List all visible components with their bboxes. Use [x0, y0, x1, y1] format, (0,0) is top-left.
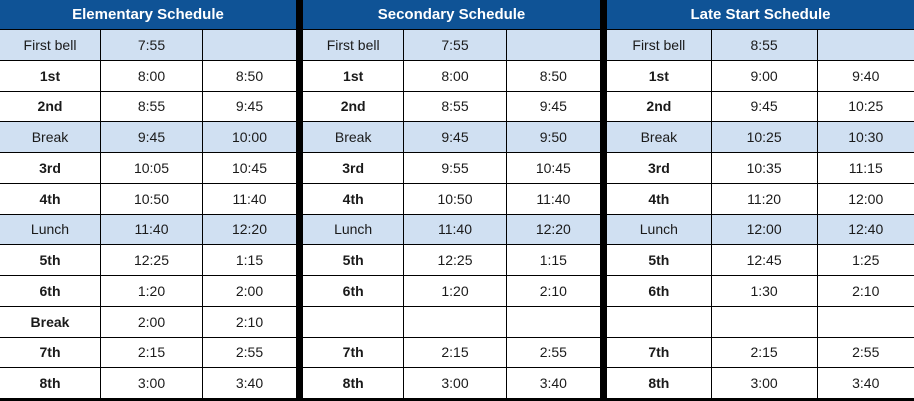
end-time-cell — [506, 30, 600, 60]
start-time-cell: 8:55 — [100, 92, 202, 122]
table-row — [303, 92, 600, 123]
start-time-cell: 2:15 — [100, 338, 202, 368]
table-row — [607, 92, 914, 123]
period-label-cell: 2nd — [340, 98, 366, 115]
end-time-cell — [817, 30, 914, 60]
end-time-cell: 9:45 — [202, 92, 296, 122]
period-label-cell: Lunch — [30, 221, 70, 238]
period-label-cell: Lunch — [639, 221, 678, 238]
table-row — [607, 122, 914, 153]
table-row — [303, 153, 600, 184]
table-row — [303, 307, 600, 338]
end-time-cell: 3:40 — [202, 368, 296, 398]
period-label-cell: Break — [640, 129, 678, 146]
start-time-cell: 12:45 — [711, 245, 817, 275]
table-row — [0, 307, 296, 338]
table-row — [303, 61, 600, 92]
start-time-cell: 11:20 — [711, 184, 817, 214]
period-label-cell: 8th — [342, 375, 364, 392]
period-label-cell: 2nd — [37, 98, 63, 115]
end-time-cell: 8:50 — [506, 61, 600, 91]
start-time-cell: 1:20 — [100, 276, 202, 306]
schedule-title-elementary: Elementary Schedule — [0, 0, 296, 30]
table-row — [303, 122, 600, 153]
end-time-cell: 12:00 — [817, 184, 914, 214]
end-time-cell: 2:10 — [817, 276, 914, 306]
end-time-cell — [202, 30, 296, 60]
schedule-rows-late-start — [607, 30, 914, 398]
start-time-cell: 10:05 — [100, 153, 202, 183]
period-label-cell: 6th — [39, 282, 61, 299]
start-time-cell: 9:00 — [711, 61, 817, 91]
schedule-rows-secondary — [303, 30, 600, 398]
period-label-cell: 8th — [39, 375, 61, 392]
period-label-cell: 2nd — [646, 98, 672, 115]
start-time-cell: 10:35 — [711, 153, 817, 183]
start-time-cell: 8:00 — [403, 61, 505, 91]
table-row — [0, 153, 296, 184]
table-row — [607, 245, 914, 276]
table-row — [607, 30, 914, 61]
end-time-cell: 1:15 — [506, 245, 600, 275]
table-row — [0, 215, 296, 246]
end-time-cell: 9:45 — [506, 92, 600, 122]
start-time-cell: 12:00 — [711, 215, 817, 245]
start-time-cell: 1:30 — [711, 276, 817, 306]
period-label-cell: First bell — [632, 36, 686, 53]
period-label-cell: 1st — [343, 67, 364, 84]
end-time-cell: 10:45 — [202, 153, 296, 183]
table-row — [0, 92, 296, 123]
table-row — [0, 245, 296, 276]
end-time-cell: 2:55 — [202, 338, 296, 368]
start-time-cell: 9:45 — [100, 122, 202, 152]
schedule-title-secondary: Secondary Schedule — [303, 0, 600, 30]
period-label-cell: Break — [30, 313, 70, 330]
start-time-cell: 11:40 — [403, 215, 505, 245]
table-row — [303, 184, 600, 215]
end-time-cell: 1:25 — [817, 245, 914, 275]
period-label-cell: First bell — [23, 36, 77, 53]
schedule-table-late-start — [607, 0, 914, 398]
period-label-cell: 4th — [648, 190, 670, 207]
period-label-cell: First bell — [326, 36, 380, 53]
period-label-cell: Lunch — [334, 221, 373, 238]
start-time-cell: 3:00 — [711, 368, 817, 398]
table-row — [303, 245, 600, 276]
schedule-title-late-start: Late Start Schedule — [607, 0, 914, 30]
start-time-cell: 2:15 — [403, 338, 505, 368]
table-row — [0, 30, 296, 61]
start-time-cell — [403, 307, 505, 337]
table-row — [607, 338, 914, 369]
start-time-cell: 8:00 — [100, 61, 202, 91]
table-row — [303, 215, 600, 246]
table-row — [607, 307, 914, 338]
table-row — [0, 61, 296, 92]
period-label-cell: 1st — [648, 67, 669, 84]
start-time-cell: 3:00 — [100, 368, 202, 398]
period-label-cell: 6th — [342, 282, 364, 299]
period-label-cell: 3rd — [647, 159, 670, 176]
start-time-cell: 7:55 — [100, 30, 202, 60]
period-label-cell: Break — [31, 129, 69, 146]
start-time-cell: 8:55 — [711, 30, 817, 60]
end-time-cell: 8:50 — [202, 61, 296, 91]
start-time-cell: 10:50 — [100, 184, 202, 214]
start-time-cell: 11:40 — [100, 215, 202, 245]
end-time-cell: 10:30 — [817, 122, 914, 152]
start-time-cell: 7:55 — [403, 30, 505, 60]
end-time-cell: 1:15 — [202, 245, 296, 275]
end-time-cell — [817, 307, 914, 337]
table-row — [0, 368, 296, 398]
period-label-cell: 6th — [648, 282, 670, 299]
table-row — [303, 276, 600, 307]
table-row — [303, 30, 600, 61]
end-time-cell: 12:40 — [817, 215, 914, 245]
period-label-cell — [303, 307, 403, 337]
period-label-cell: 4th — [39, 190, 61, 207]
period-label-cell: 7th — [342, 344, 364, 361]
end-time-cell: 3:40 — [817, 368, 914, 398]
table-row — [607, 215, 914, 246]
end-time-cell — [506, 307, 600, 337]
start-time-cell: 2:15 — [711, 338, 817, 368]
start-time-cell — [711, 307, 817, 337]
end-time-cell: 10:00 — [202, 122, 296, 152]
period-label-cell: 4th — [342, 190, 364, 207]
period-label-cell: 5th — [39, 252, 61, 269]
table-row — [0, 122, 296, 153]
table-separator — [600, 0, 607, 398]
table-row — [0, 276, 296, 307]
table-row — [303, 338, 600, 369]
start-time-cell: 9:55 — [403, 153, 505, 183]
table-separator — [296, 0, 303, 398]
end-time-cell: 11:40 — [202, 184, 296, 214]
end-time-cell: 9:40 — [817, 61, 914, 91]
start-time-cell: 2:00 — [100, 307, 202, 337]
table-row — [0, 338, 296, 369]
start-time-cell: 9:45 — [403, 122, 505, 152]
period-label-cell: 3rd — [39, 159, 61, 176]
period-label-cell: 8th — [648, 375, 670, 392]
start-time-cell: 10:25 — [711, 122, 817, 152]
start-time-cell: 12:25 — [403, 245, 505, 275]
schedule-table-elementary — [0, 0, 296, 398]
end-time-cell: 2:10 — [202, 307, 296, 337]
table-row — [607, 61, 914, 92]
end-time-cell: 9:50 — [506, 122, 600, 152]
end-time-cell: 10:45 — [506, 153, 600, 183]
period-label-cell: 5th — [342, 252, 364, 269]
period-label-cell: 7th — [39, 344, 61, 361]
end-time-cell: 2:10 — [506, 276, 600, 306]
end-time-cell: 10:25 — [817, 92, 914, 122]
start-time-cell: 1:20 — [403, 276, 505, 306]
table-row — [0, 184, 296, 215]
period-label-cell: 1st — [39, 67, 61, 84]
start-time-cell: 12:25 — [100, 245, 202, 275]
start-time-cell: 9:45 — [711, 92, 817, 122]
period-label-cell: 5th — [648, 252, 670, 269]
table-row — [303, 368, 600, 398]
table-row — [607, 153, 914, 184]
table-row — [607, 184, 914, 215]
end-time-cell: 11:40 — [506, 184, 600, 214]
end-time-cell: 2:00 — [202, 276, 296, 306]
schedule-rows-elementary — [0, 30, 296, 398]
start-time-cell: 3:00 — [403, 368, 505, 398]
table-row — [607, 368, 914, 398]
start-time-cell: 8:55 — [403, 92, 505, 122]
schedule-table-secondary — [303, 0, 600, 398]
table-row — [607, 276, 914, 307]
end-time-cell: 2:55 — [817, 338, 914, 368]
end-time-cell: 11:15 — [817, 153, 914, 183]
start-time-cell: 10:50 — [403, 184, 505, 214]
end-time-cell: 12:20 — [506, 215, 600, 245]
end-time-cell: 2:55 — [506, 338, 600, 368]
period-label-cell: 7th — [648, 344, 670, 361]
end-time-cell: 12:20 — [202, 215, 296, 245]
end-time-cell: 3:40 — [506, 368, 600, 398]
period-label-cell: Break — [334, 129, 372, 146]
period-label-cell — [607, 307, 711, 337]
period-label-cell: 3rd — [342, 159, 365, 176]
